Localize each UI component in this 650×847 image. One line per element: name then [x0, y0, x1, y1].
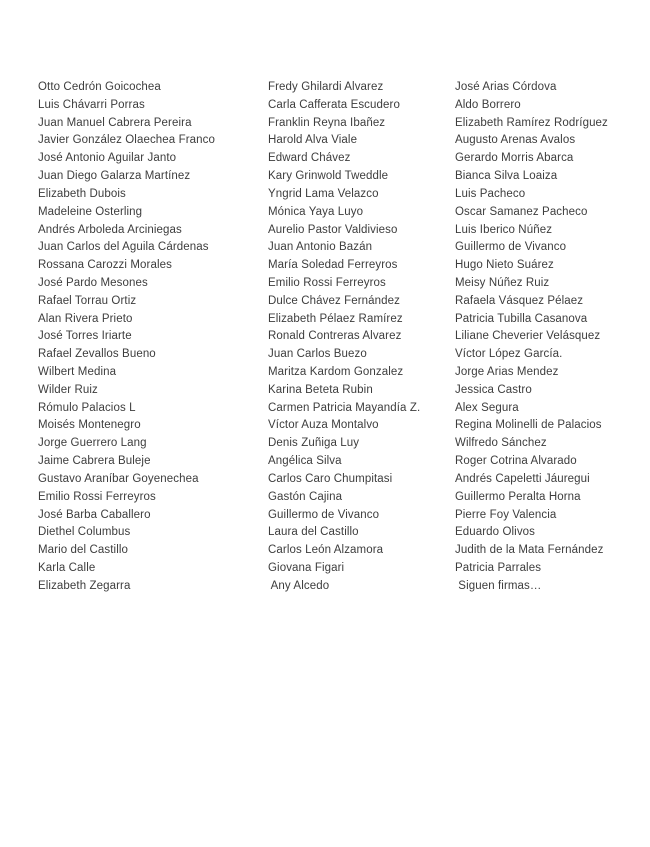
signatory-name: Liliane Cheverier Velásquez: [455, 330, 601, 343]
signatory-name: Kary Grinwold Tweddle: [268, 170, 389, 183]
signatory-name: Gerardo Morris Abarca: [455, 152, 574, 165]
signatory-name: Otto Cedrón Goicochea: [38, 81, 161, 93]
signatory-name: Oscar Samanez Pacheco: [455, 205, 588, 218]
signatory-name: Carlos Caro Chumpitasi: [268, 472, 393, 485]
signatory-name: María Soledad Ferreyros: [268, 259, 398, 272]
signatory-name: Juan Carlos del Aguila Cárdenas: [38, 241, 209, 254]
signatory-name: Madeleine Osterling: [38, 205, 143, 218]
signatory-name: Carla Cafferata Escudero: [268, 98, 400, 111]
signatory-name: Dulce Chávez Fernández: [268, 294, 400, 307]
signatory-name: Wilfredo Sánchez: [455, 437, 547, 450]
signatory-name: Harold Alva Viale: [268, 134, 358, 147]
signatory-name: Roger Cotrina Alvarado: [455, 455, 577, 468]
signatory-name: Víctor López García.: [455, 348, 563, 361]
signatory-name: Pierre Foy Valencia: [455, 508, 557, 521]
signatory-name: Karina Beteta Rubin: [268, 383, 373, 396]
signatory-name: Karla Calle: [38, 561, 96, 574]
signatory-name: Patricia Tubilla Casanova: [455, 312, 588, 325]
signatory-name: Augusto Arenas Avalos: [455, 134, 576, 147]
signatory-name: Fredy Ghilardi Alvarez: [268, 81, 384, 93]
signatory-name: Meisy Núñez Ruiz: [455, 276, 550, 289]
signatory-name: Gastón Cajina: [268, 490, 343, 503]
signatory-name: Bianca Silva Loaiza: [455, 170, 558, 183]
signatory-name: Carlos León Alzamora: [268, 544, 384, 557]
signatory-name: Rossana Carozzi Morales: [38, 259, 172, 272]
signatory-name: Rafael Torrau Ortiz: [38, 294, 137, 307]
signatory-name: Juan Antonio Bazán: [268, 241, 373, 254]
signatory-name: Andrés Arboleda Arciniegas: [38, 223, 182, 236]
signatory-name: Elizabeth Dubois: [38, 187, 126, 200]
signatory-name: Any Alcedo: [268, 579, 330, 592]
signatory-name: Jessica Castro: [455, 383, 532, 396]
signatory-name: Juan Diego Galarza Martínez: [38, 170, 191, 183]
signatory-name: Giovana Figari: [268, 561, 345, 574]
signatory-name: Denis Zuñiga Luy: [268, 437, 360, 450]
signatory-name: Franklin Reyna Ibañez: [268, 116, 386, 129]
signatory-name: Jaime Cabrera Buleje: [38, 455, 151, 468]
signatures-column-1: [38, 79, 253, 596]
signatory-name: Mario del Castillo: [38, 544, 128, 557]
signatory-name: Elizabeth Zegarra: [38, 579, 131, 592]
signatory-name: Luis Pacheco: [455, 187, 526, 200]
signatory-name: Víctor Auza Montalvo: [268, 419, 379, 432]
signatory-name: Luis Iberico Núñez: [455, 223, 553, 236]
signatory-name: Javier González Olaechea Franco: [38, 134, 215, 147]
signatory-name: Alan Rivera Prieto: [38, 312, 133, 325]
signatory-name: Alex Segura: [455, 401, 519, 414]
signatory-name: Elizabeth Ramírez Rodríguez: [455, 116, 608, 129]
signatory-name: Wilbert Medina: [38, 366, 117, 378]
signatory-name: Maritza Kardom Gonzalez: [268, 366, 404, 378]
signatory-name: Moisés Montenegro: [38, 419, 141, 432]
signatory-name: Wilder Ruiz: [38, 383, 98, 396]
signatory-name: Andrés Capeletti Jáuregui: [455, 472, 590, 485]
signatory-name: Jorge Guerrero Lang: [38, 437, 147, 450]
signatory-name: José Barba Caballero: [38, 508, 151, 521]
signatory-name: Ronald Contreras Alvarez: [268, 330, 402, 343]
signatory-name: Edward Chávez: [268, 152, 351, 165]
signatures-column-3: [455, 79, 650, 596]
signatory-name: Juan Manuel Cabrera Pereira: [38, 116, 192, 129]
signatory-name: Gustavo Araníbar Goyenechea: [38, 472, 199, 485]
signatory-name: Guillermo de Vivanco: [455, 241, 567, 254]
signatory-name: José Torres Iriarte: [38, 330, 132, 343]
signatory-name: Regina Molinelli de Palacios: [455, 419, 602, 432]
signatory-name: Judith de la Mata Fernández: [455, 544, 604, 557]
signatory-name: Juan Carlos Buezo: [268, 348, 367, 361]
signatory-name: Emilio Rossi Ferreyros: [38, 490, 156, 503]
signatory-name: Patricia Parrales: [455, 561, 542, 574]
signatory-name: Emilio Rossi Ferreyros: [268, 276, 386, 289]
signatory-name: Aurelio Pastor Valdivieso: [268, 223, 398, 236]
signatory-name: Elizabeth Pélaez Ramírez: [268, 312, 403, 325]
signatory-name: Guillermo de Vivanco: [268, 508, 380, 521]
signatory-name: Rafael Zevallos Bueno: [38, 348, 156, 361]
signatures-column-2: [268, 79, 483, 596]
signatory-name: Diethel Columbus: [38, 526, 131, 539]
signatory-name: Mónica Yaya Luyo: [268, 205, 364, 218]
signatory-name: Aldo Borrero: [455, 98, 521, 111]
signatory-name: José Arias Córdova: [455, 81, 557, 93]
signatory-name: Jorge Arias Mendez: [455, 366, 559, 378]
signatory-name: José Pardo Mesones: [38, 276, 148, 289]
signatory-name: Yngrid Lama Velazco: [268, 187, 379, 200]
signatory-name: Angélica Silva: [268, 455, 342, 468]
signatory-name: Rafaela Vásquez Pélaez: [455, 294, 584, 307]
continuation-note: Siguen firmas…: [455, 579, 542, 592]
signatory-name: José Antonio Aguilar Janto: [38, 152, 177, 165]
signatory-name: Carmen Patricia Mayandía Z.: [268, 401, 421, 414]
signatory-name: Hugo Nieto Suárez: [455, 259, 554, 272]
signatory-name: Rómulo Palacios L: [38, 401, 136, 414]
signatory-name: Eduardo Olivos: [455, 526, 536, 539]
signatory-name: Luis Chávarri Porras: [38, 98, 145, 111]
signatory-name: Guillermo Peralta Horna: [455, 490, 581, 503]
signatory-name: Laura del Castillo: [268, 526, 359, 539]
